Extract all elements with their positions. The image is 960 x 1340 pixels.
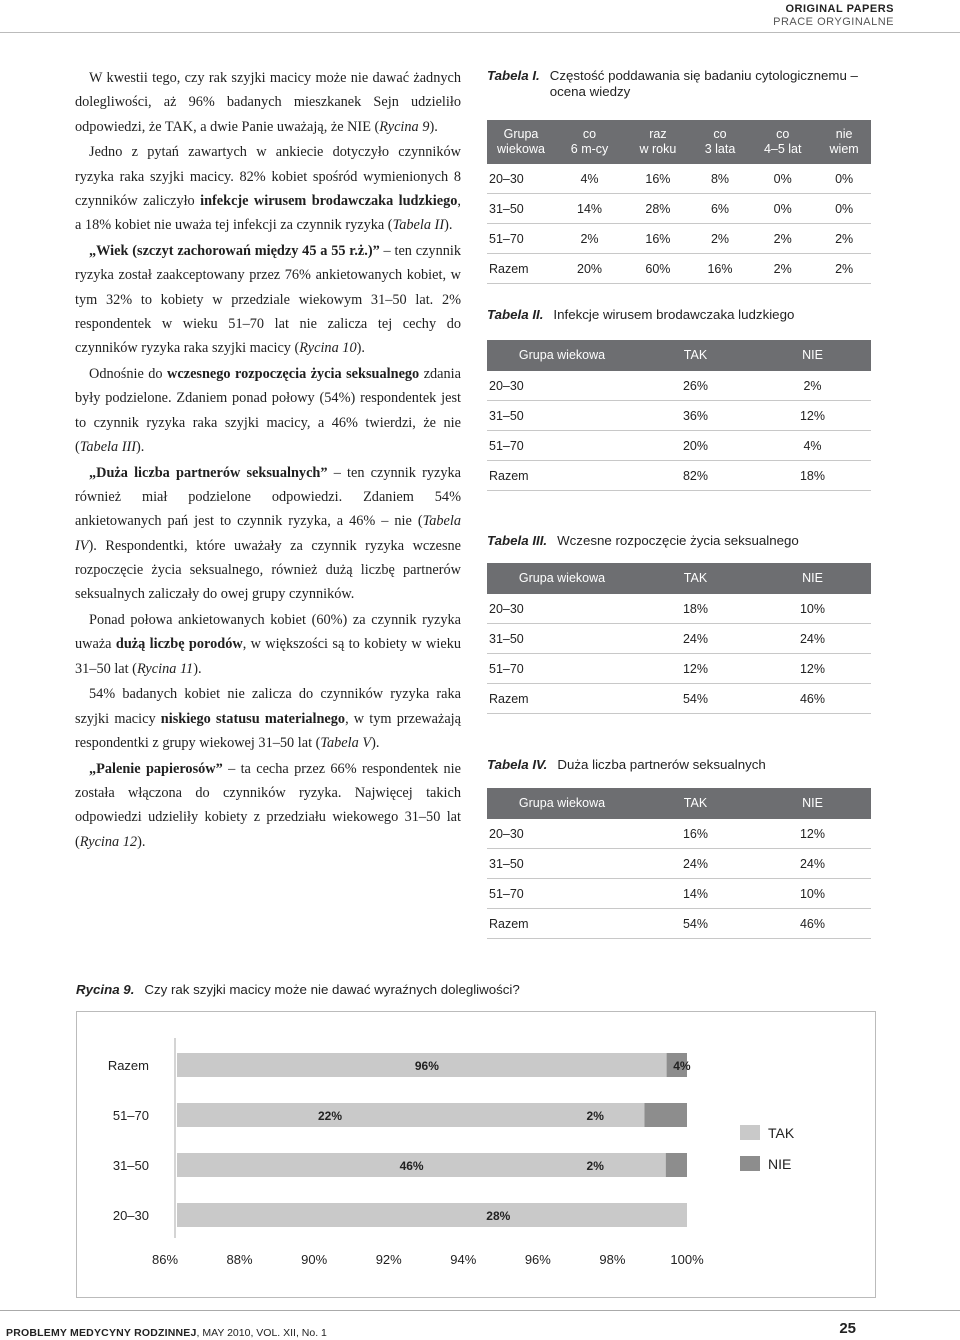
table-header-cell: NIE: [802, 571, 823, 585]
data-label: 28%: [486, 1209, 511, 1223]
x-tick-label: 90%: [301, 1252, 328, 1267]
section-label: ORIGINAL PAPERS: [785, 3, 894, 15]
table-header-row: [487, 340, 871, 371]
table-3-caption: Tabela III. Wczesne rozpoczęcie życia seksualnego: [487, 533, 799, 548]
paragraph: W kwestii tego, czy rak szyjki macicy może nie dawać żadnych dolegliwości, aż 96% badanych mieszkanek Sejn udzieliło odpowiedzi, że TAK, a dwie Panie uważają, że NIE (Rycina 9).: [75, 70, 461, 135]
x-tick-label: 86%: [151, 1252, 179, 1267]
table-header-cell: nie wiem: [829, 127, 859, 156]
bar-segment-nie: [645, 1103, 688, 1127]
table-header-row: [487, 120, 871, 164]
table-3: [487, 563, 871, 714]
table-header-cell: Grupa wiekowa: [518, 571, 606, 585]
table-2-caption: Tabela II. Infekcje wirusem brodawczaka ludzkiego: [487, 307, 795, 322]
figure-frame: [76, 1011, 876, 1298]
paragraph: „Duża liczba partnerów seksualnych” – ten czynnik ryzyka również miał podzielone odpowiedzi. Zdaniem 54% ankietowanych pań jest to czynnik ryzyka, a 46% – nie (Tabela IV). Respondentki, które uważały za czynnik ryzyka wczesne rozpoczęcie życia seksualnego, również dużą liczbę partnerów seksualnych zaliczały do owej grupy czynników.: [75, 464, 461, 603]
article-body: [75, 66, 461, 856]
legend-label: NIE: [768, 1156, 792, 1172]
table-header-cell: NIE: [802, 348, 823, 362]
table-row: Razem 20% 60% 16% 2% 2%: [487, 254, 871, 284]
paragraph: „Wiek (szczyt zachorowań między 45 a 55 r.ż.)” – ten czynnik ryzyka został zaakceptowany przez 76% ankietowanych kobiet, w tym 32% to kobiety w przedziale wiekowym 31–50 lat. 2% respondentek w wieku 51–70 lat nie zalicza tej cechy do czynników ryzyka raka szyjki macicy (Rycina 10).: [75, 243, 461, 357]
category-label: 31–50: [112, 1158, 149, 1173]
table-row: 51–70 14% 10%: [487, 879, 871, 909]
x-tick-label: 96%: [524, 1252, 551, 1267]
legend-swatch-tak: [740, 1125, 760, 1140]
section-label-polish: PRACE ORYGINALNE: [773, 16, 894, 28]
table-1-caption: Tabela I. Częstość poddawania się badaniu cytologicznemu – ocena wiedzy: [487, 68, 858, 99]
table-row: 20–30 4% 16% 8% 0% 0%: [487, 164, 871, 194]
legend-label: TAK: [768, 1125, 795, 1141]
figure-caption: Rycina 9. Czy rak szyjki macicy może nie dawać wyraźnych dolegliwości?: [76, 982, 520, 997]
table-header-cell: TAK: [683, 571, 708, 585]
x-tick-label: 94%: [450, 1252, 477, 1267]
table-row: Razem 82% 18%: [487, 461, 871, 491]
bar-segment-tak: [177, 1203, 687, 1227]
bar-segment-tak: [177, 1103, 645, 1127]
data-label: 22%: [317, 1109, 343, 1123]
x-tick-label: 98%: [599, 1252, 626, 1267]
table-header-cell: co 3 lata: [704, 127, 736, 156]
table-3-block: [487, 533, 871, 714]
table-header-cell: Grupa wiekowa: [518, 796, 606, 810]
journal-footer: PROBLEMY MEDYCYNY RODZINNEJ, MAY 2010, VOL. XII, No. 1: [6, 1327, 327, 1339]
table-row: 51–70 20% 4%: [487, 431, 871, 461]
stacked-bar-chart: [77, 1012, 875, 1297]
table-header-cell: co 4–5 lat: [763, 127, 802, 156]
table-row: Razem 54% 46%: [487, 684, 871, 714]
x-tick-label: 92%: [375, 1252, 402, 1267]
table-header-row: [487, 788, 871, 819]
table-4-caption: Tabela IV. Duża liczba partnerów seksualnych: [487, 757, 766, 772]
table-row: 20–30 26% 2%: [487, 371, 871, 401]
table-2-block: [487, 307, 871, 491]
category-label: 51–70: [112, 1108, 149, 1123]
table-header-cell: Grupa wiekowa: [518, 348, 606, 362]
table-header-cell: raz w roku: [639, 127, 677, 156]
table-row: 31–50 36% 12%: [487, 401, 871, 431]
paragraph: Jedno z pytań zawartych w ankiecie dotyczyło czynników ryzyka raka szyjki macicy. 82% kobiet spośród wymienionych 8 czynników zaliczyło infekcje wirusem brodawczaka ludzkiego, a 18% kobiet nie uważa tej infekcji za czynnik ryzyka (Tabela II).: [75, 144, 461, 234]
data-label: 2%: [586, 1109, 604, 1123]
table-row: 51–70 2% 16% 2% 2% 2%: [487, 224, 871, 254]
table-row: 31–50 14% 28% 6% 0% 0%: [487, 194, 871, 224]
data-label: 4%: [673, 1059, 691, 1073]
category-label: 20–30: [112, 1208, 149, 1223]
data-label: 2%: [586, 1159, 604, 1173]
table-header-row: [487, 563, 871, 594]
table-4-block: [487, 757, 871, 939]
paragraph: Odnośnie do wczesnego rozpoczęcia życia seksualnego zdania były podzielone. Zdaniem ponad połowy (54%) respondentek jest to czynnik ryzyka raka szyjki macicy, a 46% twierdzi, że nie (Tabela III).: [75, 366, 461, 455]
table-header-cell: co 6 m-cy: [570, 127, 609, 156]
table-row: 31–50 24% 24%: [487, 624, 871, 654]
x-tick-label: 100%: [670, 1252, 704, 1267]
table-row: 20–30 16% 12%: [487, 819, 871, 849]
table-row: 51–70 12% 12%: [487, 654, 871, 684]
data-label: 96%: [414, 1059, 439, 1073]
table-header-cell: Grupa wiekowa: [497, 127, 545, 156]
table-4: [487, 788, 871, 939]
table-row: 20–30 18% 10%: [487, 594, 871, 624]
table-header-cell: TAK: [683, 796, 708, 810]
table-1-block: [487, 68, 871, 284]
page-number: 25: [839, 1320, 856, 1337]
category-label: Razem: [107, 1058, 149, 1073]
legend-swatch-nie: [740, 1156, 760, 1171]
header-divider: [0, 32, 960, 33]
section-header: [773, 0, 894, 29]
table-1: [487, 120, 871, 284]
paragraph: 54% badanych kobiet nie zalicza do czynników ryzyka raka szyjki macicy niskiego statusu materialnego, w tym przeważają respondentki z grupy wiekowej 31–50 lat (Tabela V).: [75, 686, 461, 752]
footer-divider: [0, 1310, 960, 1311]
table-row: 31–50 24% 24%: [487, 849, 871, 879]
paragraph: Ponad połowa ankietowanych kobiet (60%) za czynnik ryzyka uważa dużą liczbę porodów, w większości są to kobiety w wieku 31–50 lat (Rycina 11).: [75, 612, 461, 677]
table-2: [487, 340, 871, 491]
paragraph: „Palenie papierosów” – ta cecha przez 66% respondentek nie została włączona do czynników ryzyka. Najwięcej takich odpowiedzi udzieliły kobiety z przedziału wiekowego 31–50 lat (Rycina 12).: [75, 760, 461, 850]
table-row: Razem 54% 46%: [487, 909, 871, 939]
table-header-cell: TAK: [683, 348, 708, 362]
table-header-cell: NIE: [802, 796, 823, 810]
data-label: 46%: [399, 1159, 424, 1173]
bar-segment-nie: [666, 1153, 687, 1177]
x-tick-label: 88%: [226, 1252, 253, 1267]
